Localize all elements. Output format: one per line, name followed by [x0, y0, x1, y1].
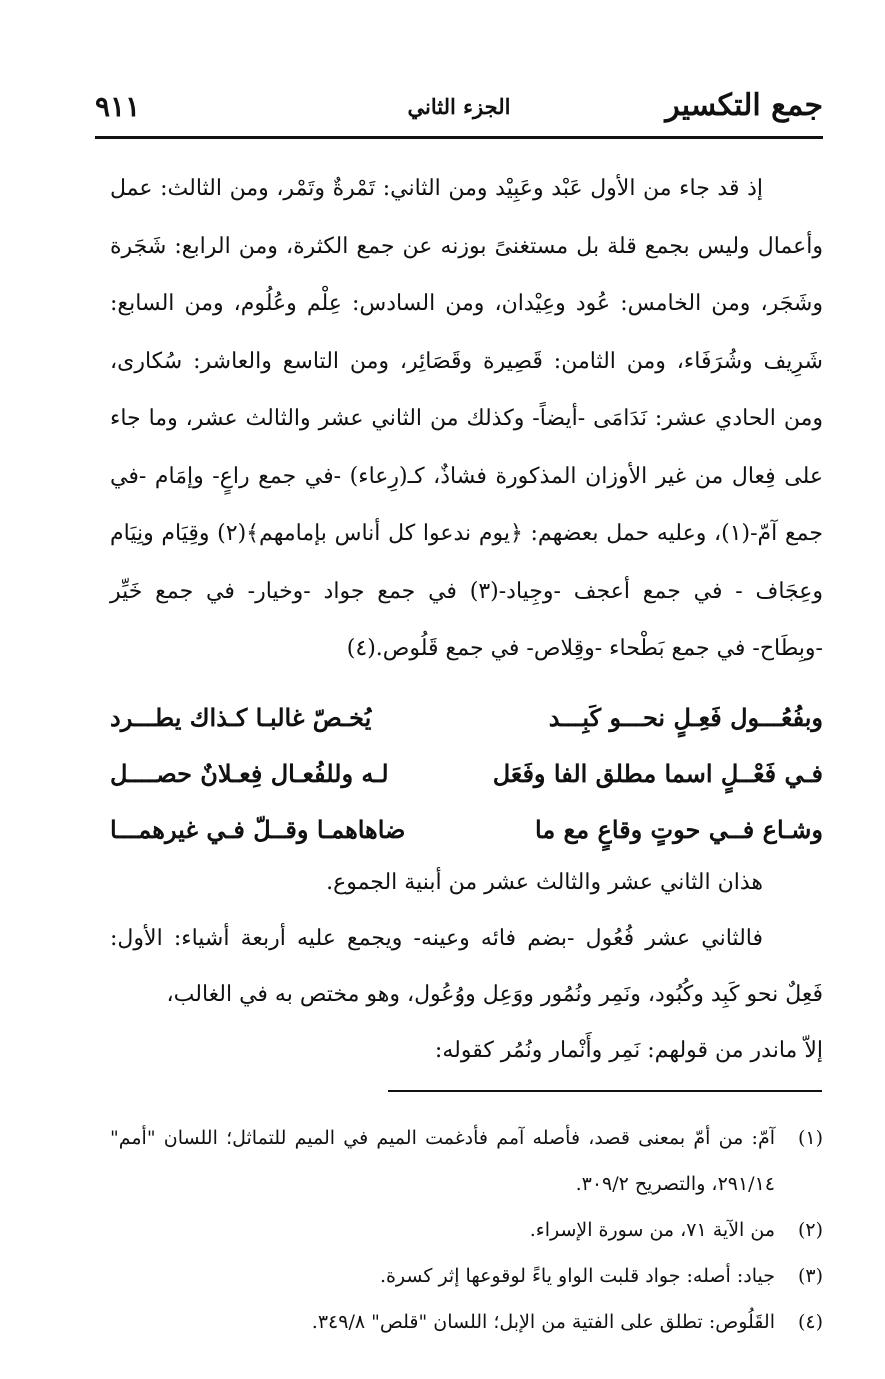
paragraph: إلاّ ماندر من قولهم: نَمِر وأَنْمار ونُمُر كقوله:	[434, 1038, 823, 1063]
footnote	[110, 1207, 823, 1253]
footnote	[110, 1115, 823, 1207]
footnote-number: (٢)	[797, 1219, 823, 1241]
footnote-divider	[388, 1090, 822, 1092]
footnote-number: (٤)	[797, 1311, 823, 1333]
footnote	[110, 1253, 823, 1299]
page-number: ٩١١	[95, 90, 141, 123]
footnote-number: (١)	[797, 1127, 823, 1149]
paragraph: هذان الثاني عشر والثالث عشر من أبنية الجموع.	[326, 870, 763, 895]
chapter-title: جمع التكسير	[665, 88, 823, 123]
running-header	[95, 88, 823, 132]
verse-second-hemistich: ضاهاهمـا وقــلّ فـي غيرهمـــا	[110, 815, 406, 844]
verse-first-hemistich: وشـاع فــي حوتٍ وقاعٍ مع ما	[535, 815, 823, 844]
footnote	[110, 1299, 823, 1345]
verse-second-hemistich: لـه وللفُعـال فِعـلانٌ حصــــل	[110, 759, 389, 788]
paragraph: فالثاني عشر فُعُول -بضم فائه وعينه- ويجمع عليه أربعة أشياء: الأول: فَعِلٌ نحو كَبِد وكُبُود، ونَمِر ونُمُور ووَعِل ووُعُول، وهو مختص به في الغالب،	[110, 926, 823, 1007]
footnote-text: جياد: أصله: جواد قلبت الواو ياءً لوقوعها إثر كسرة.	[379, 1265, 775, 1287]
verse-first-hemistich: فـي فَعْــلٍ اسما مطلق الفا وفَعَل	[492, 759, 823, 788]
main-text-block-2	[110, 855, 823, 1079]
verse-second-hemistich: يُخـصّ غالبـا كـذاك يطـــرد	[110, 703, 372, 732]
poem-verses	[110, 690, 823, 858]
verse-line	[110, 802, 823, 858]
verse-line	[110, 746, 823, 802]
verse-first-hemistich: وبفُعُـــول فَعِـلٍ نحـــو كَبِـــد	[548, 703, 823, 732]
volume-label: الجزء الثاني	[407, 94, 511, 119]
footnote-text: آمّ: من أمّ بمعنى قصد، فأصله آمم فأدغمت الميم في الميم للتماثل؛ اللسان "أمم" ٢٩١/١٤، والتصريح ٣٠٩/٢.	[110, 1127, 775, 1195]
header-divider	[95, 136, 823, 139]
footnotes	[110, 1115, 823, 1345]
main-text-block-1	[110, 160, 823, 678]
footnote-text: من الآية ٧١، من سورة الإسراء.	[529, 1219, 775, 1241]
paragraph: إذ قد جاء من الأول عَبْد وعَبِيْد ومن الثاني: تَمْرةٌ وتَمْر، ومن الثالث: عمل وأعمال وليس بجمع قلة بل مستغنىً بوزنه عن جمع الكثرة، ومن الرابع: شَجَرة وشَجَر، ومن الخامس: عُود وعِيْدان، ومن السادس: عِلْم وعُلُوم، ومن السابع: شَرِيف وشُرَفَاء، ومن الثامن: قَصِيرة وقَصَائِر، ومن التاسع والعاشر: سُكارى، ومن الحادي عشر: نَدَامَى -أيضاً- وكذلك من الثاني عشر والثالث عشر، وما جاء على فِعال من غير الأوزان المذكورة فشاذٌ، كـ(رِعاء) -في جمع راعٍ- وإمَام -في جمع آمّ-(١)، وعليه حمل بعضهم: ﴿يوم ندعوا كل أناس بإمامهم﴾(٢) وقِيَام ونِيَام وعِجَاف - في جمع أعجف -وجِياد-(٣) في جمع جواد -وخيار- في جمع خَيِّر -وبِطَاح- في جمع بَطْحاء -وقِلاص- في جمع قَلُوص.(٤)	[110, 176, 823, 661]
footnote-number: (٣)	[797, 1265, 823, 1287]
verse-line	[110, 690, 823, 746]
footnote-text: القَلُوص: تطلق على الفتية من الإبل؛ اللسان "قلص" ٣٤٩/٨.	[311, 1311, 775, 1333]
